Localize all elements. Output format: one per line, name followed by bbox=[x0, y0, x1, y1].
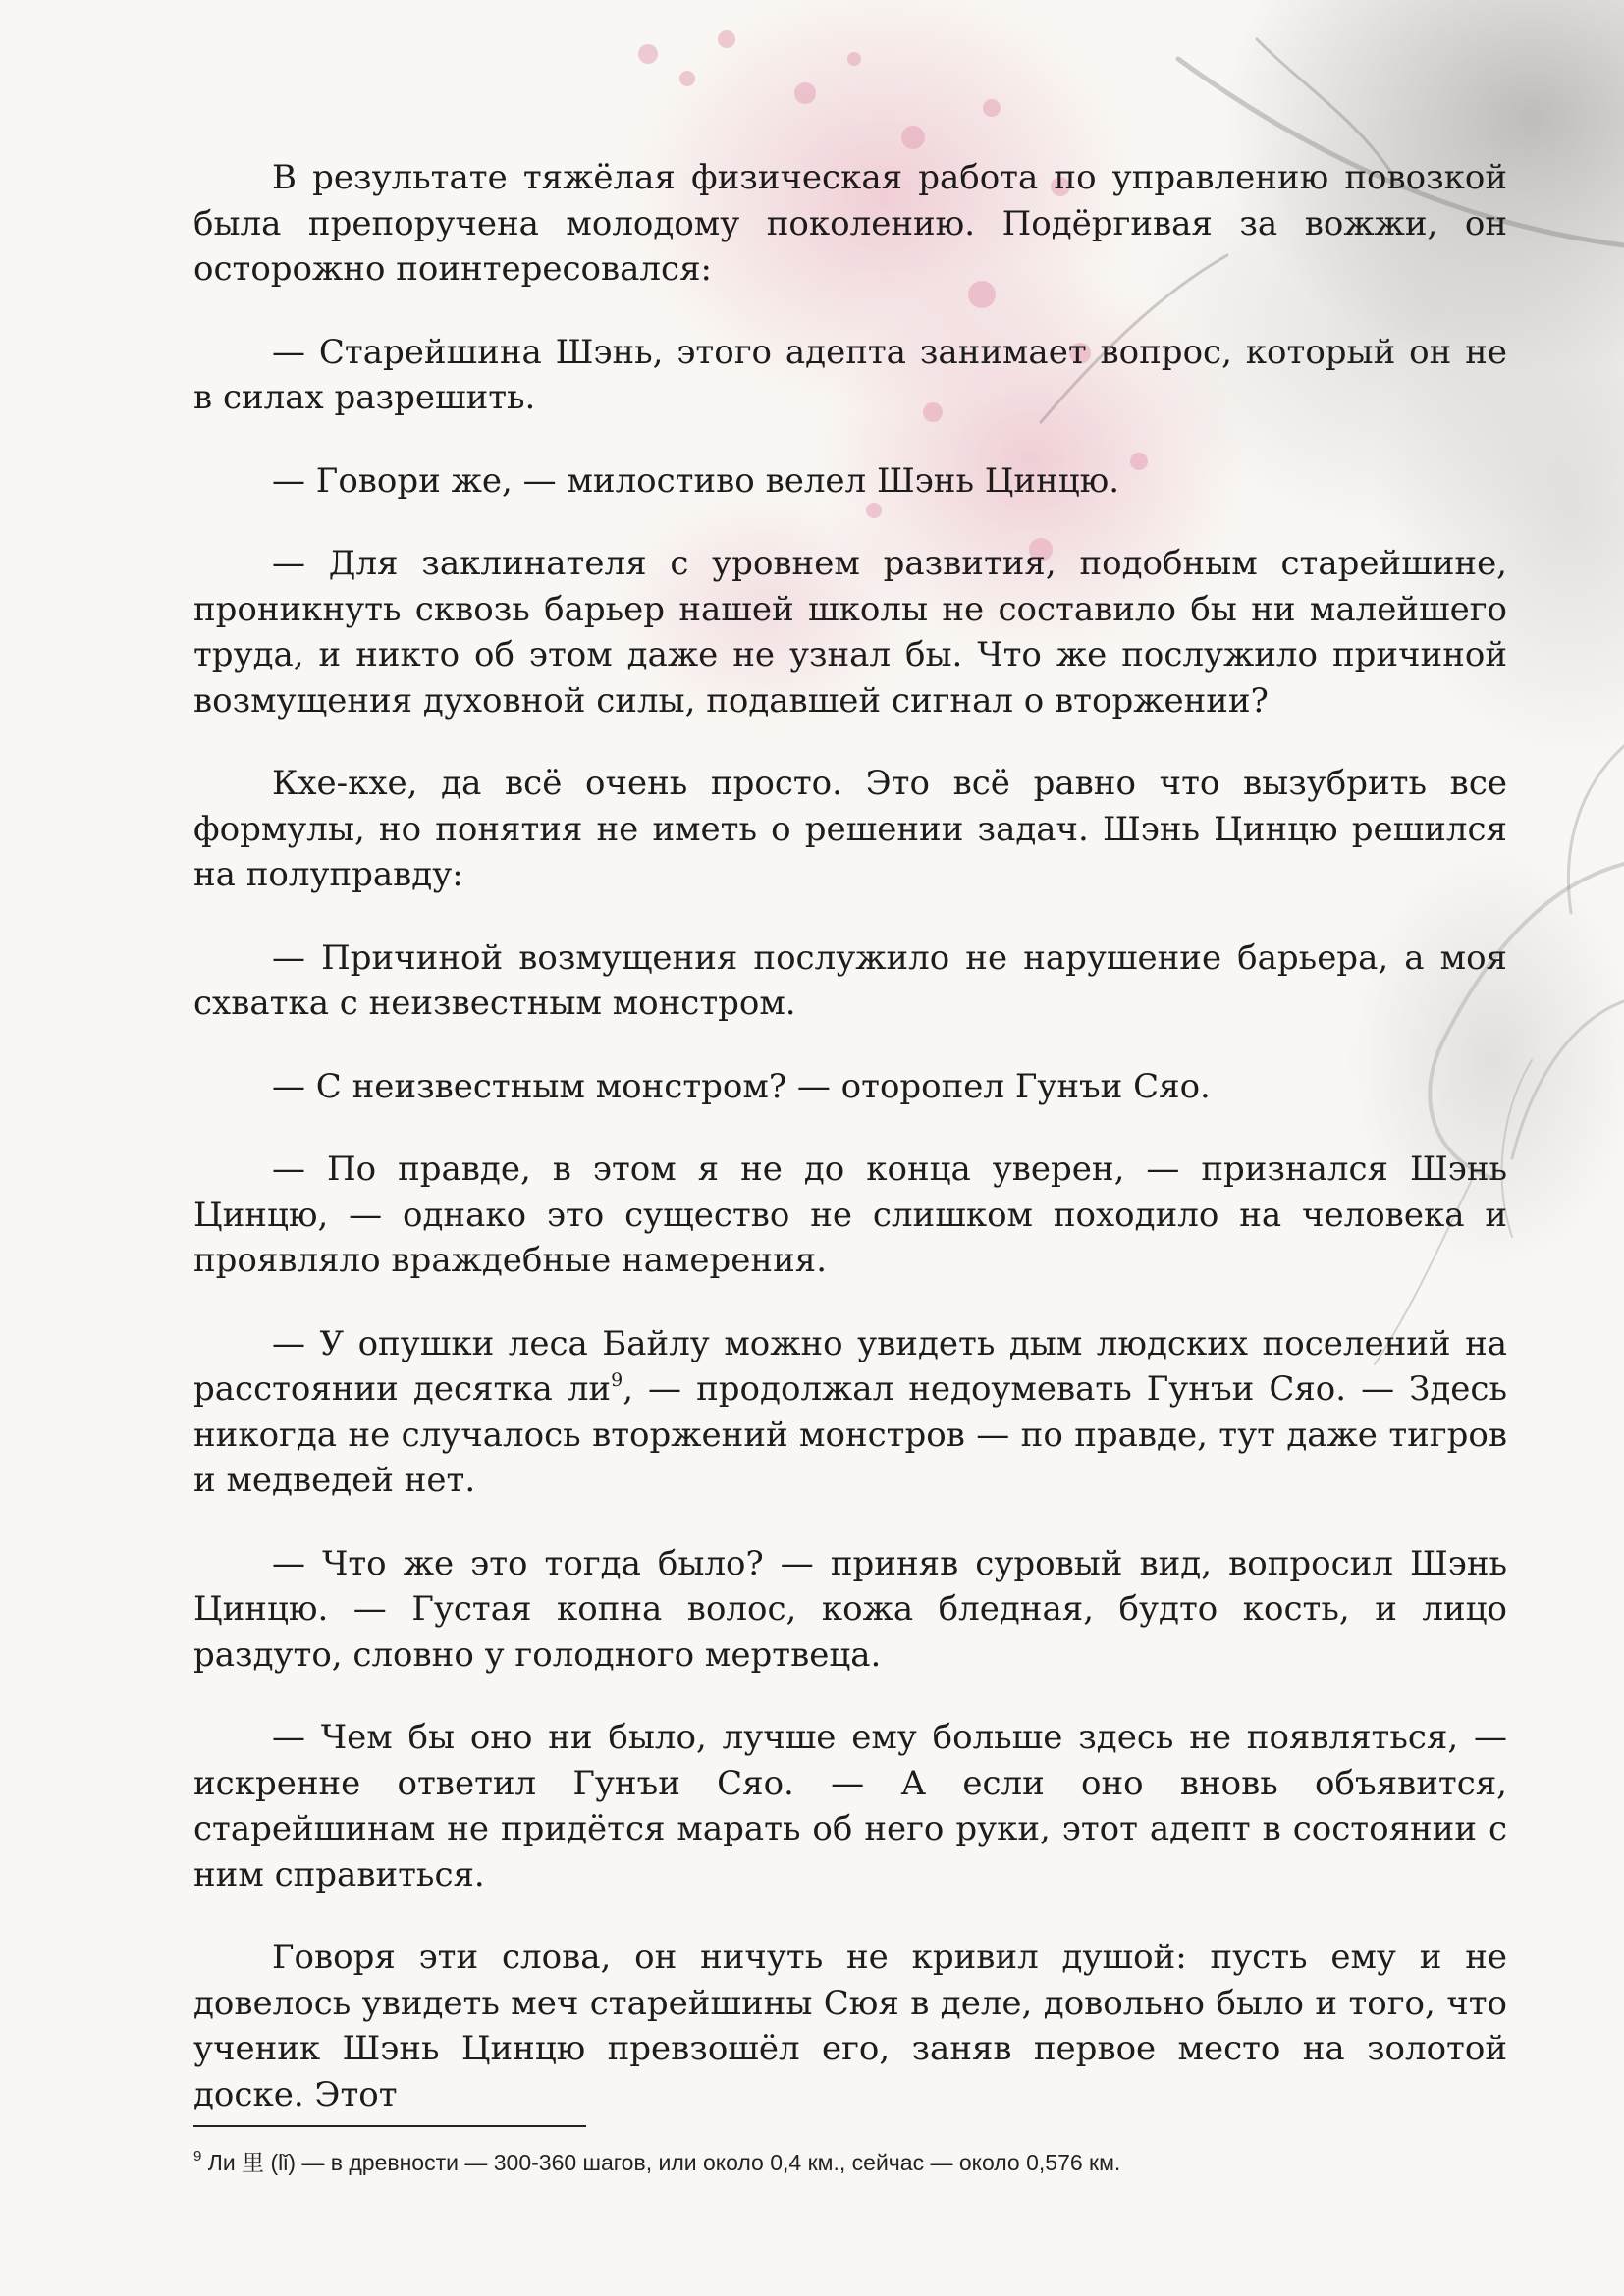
paragraph-text: — У опушки леса Байлу можно увидеть дым людских поселений на расстоянии десятка ли bbox=[193, 1323, 1507, 1409]
paragraph: — Чем бы оно ни было, лучше ему больше здесь не появляться, — искренне ответил Гунъи Сяо. — А если оно вновь объявится, старейшинам не придётся марать об него руки, этот адепт в состоянии с ним справиться. bbox=[193, 1718, 1507, 1895]
page-body bbox=[193, 155, 1507, 2155]
footnote-number: 9 bbox=[193, 2148, 202, 2164]
paragraph: — С неизвестным монстром? — оторопел Гунъи Сяо. bbox=[272, 1066, 1211, 1106]
paragraph: — Говори же, — милостиво велел Шэнь Цинцю. bbox=[272, 460, 1120, 501]
footnote bbox=[193, 2148, 1509, 2177]
paragraph-text: , — продолжал недоумевать Гунъи Сяо. — Здесь никогда не случалось вторжений монстров — по правде, тут даже тигров и медведей нет. bbox=[193, 1369, 1507, 1500]
paragraph: Кхе-кхе, да всё очень просто. Это всё равно что вызубрить все формулы, но понятия не иметь о решении задач. Шэнь Цинцю решился на полуправду: bbox=[193, 764, 1507, 894]
paragraph: — По правде, в этом я не до конца уверен, — признался Шэнь Цинцю, — однако это существо не слишком походило на человека и проявляло враждебные намерения. bbox=[193, 1149, 1507, 1280]
footnote-text: Ли 里 (lǐ) — в древности — 300-360 шагов, или около 0,4 км., сейчас — около 0,576 км. bbox=[201, 2150, 1121, 2175]
footnote-separator bbox=[193, 2125, 586, 2127]
paragraph: — Причиной возмущения послужило не нарушение барьера, а моя схватка с неизвестным монстром. bbox=[193, 937, 1507, 1023]
paragraph: В результате тяжёлая физическая работа по управлению повозкой была препоручена молодому поколению. Подёргивая за вожжи, он осторожно поинтересовался: bbox=[193, 158, 1507, 289]
footnote-reference[interactable]: 9 bbox=[611, 1369, 623, 1391]
paragraph-with-footnote bbox=[193, 1321, 1507, 1504]
paragraph: Говоря эти слова, он ничуть не кривил душой: пусть ему и не довелось увидеть меч старейшины Сюя в деле, довольно было и того, что ученик Шэнь Цинцю превзошёл его, заняв первое место на золотой доске. Этот bbox=[193, 1938, 1507, 2114]
paragraph: — Для заклинателя с уровнем развития, подобным старейшине, проникнуть сквозь барьер нашей школы не составило бы ни малейшего труда, и никто об этом даже не узнал бы. Что же послужило причиной возмущения духовной силы, подавшей сигнал о вторжении? bbox=[193, 544, 1507, 721]
paragraph: — Что же это тогда было? — приняв суровый вид, вопросил Шэнь Цинцю. — Густая копна волос, кожа бледная, будто кость, и лицо раздуто, словно у голодного мертвеца. bbox=[193, 1543, 1507, 1675]
paragraph: — Старейшина Шэнь, этого адепта занимает вопрос, который он не в силах разрешить. bbox=[193, 332, 1507, 417]
